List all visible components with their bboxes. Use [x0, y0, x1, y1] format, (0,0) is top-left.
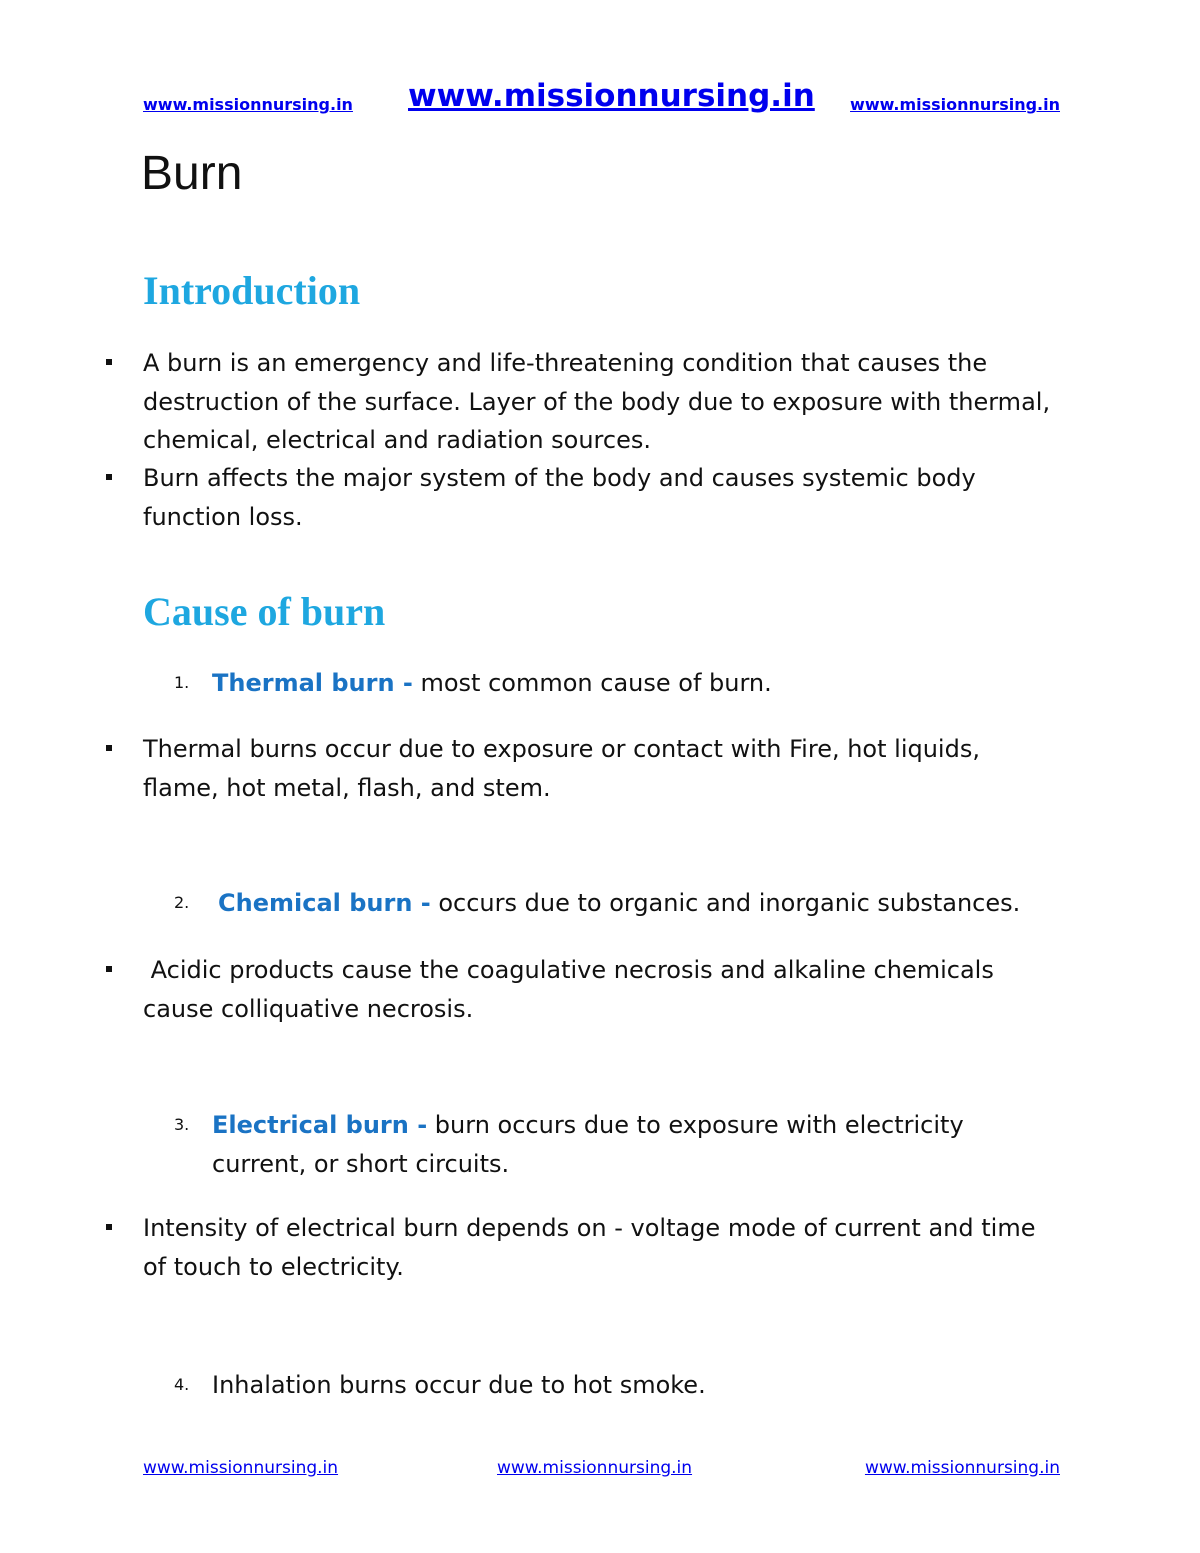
- page-title: Burn: [141, 147, 243, 200]
- page-footer: [143, 1458, 1060, 1484]
- header-link-left[interactable]: www.missionnursing.in: [143, 95, 353, 114]
- header-link-center[interactable]: www.missionnursing.in: [408, 78, 815, 114]
- list-number-4: 4.: [174, 1375, 190, 1394]
- cause-item-3: [212, 1106, 1002, 1183]
- cause-item-1: [212, 664, 1072, 703]
- list-number-1: 1.: [174, 673, 190, 692]
- cause-bullet-2: Acidic products cause the coagulative necrosis and alkaline chemicals cause colliquative necrosis.: [143, 951, 1053, 1028]
- list-number-3: 3.: [174, 1115, 190, 1134]
- footer-link-center[interactable]: www.missionnursing.in: [497, 1458, 693, 1478]
- intro-bullet-2: Burn affects the major system of the body and causes systemic body function loss.: [143, 459, 1053, 536]
- header-link-right[interactable]: www.missionnursing.in: [850, 95, 1060, 114]
- cause-term-3: Electrical burn -: [212, 1111, 428, 1139]
- cause-item-2: [218, 884, 1078, 923]
- introduction-heading: Introduction: [143, 268, 361, 313]
- cause-text-4: Inhalation burns occur due to hot smoke.: [212, 1371, 706, 1399]
- cause-text-3: burn occurs due to exposure with electricity current, or short circuits.: [212, 1111, 964, 1178]
- cause-heading: Cause of burn: [143, 589, 386, 634]
- cause-item-4: [212, 1366, 1072, 1405]
- footer-link-right[interactable]: www.missionnursing.in: [864, 1458, 1060, 1478]
- footer-link-left[interactable]: www.missionnursing.in: [143, 1458, 339, 1478]
- list-number-2: 2.: [174, 893, 190, 912]
- cause-term-2: Chemical burn -: [218, 889, 431, 917]
- page-header: [143, 78, 1060, 122]
- cause-bullet-1: Thermal burns occur due to exposure or contact with Fire, hot liquids, flame, hot metal, flash, and stem.: [143, 730, 1053, 807]
- cause-term-1: Thermal burn -: [212, 669, 413, 697]
- cause-text-2: occurs due to organic and inorganic substances.: [430, 889, 1021, 917]
- cause-text-1: most common cause of burn.: [412, 669, 772, 697]
- intro-bullet-1: A burn is an emergency and life-threatening condition that causes the destruction of the surface. Layer of the body due to exposure with thermal, chemical, electrical and radiation sources.: [143, 344, 1053, 460]
- cause-bullet-3: Intensity of electrical burn depends on - voltage mode of current and time of touch to electricity.: [143, 1209, 1053, 1286]
